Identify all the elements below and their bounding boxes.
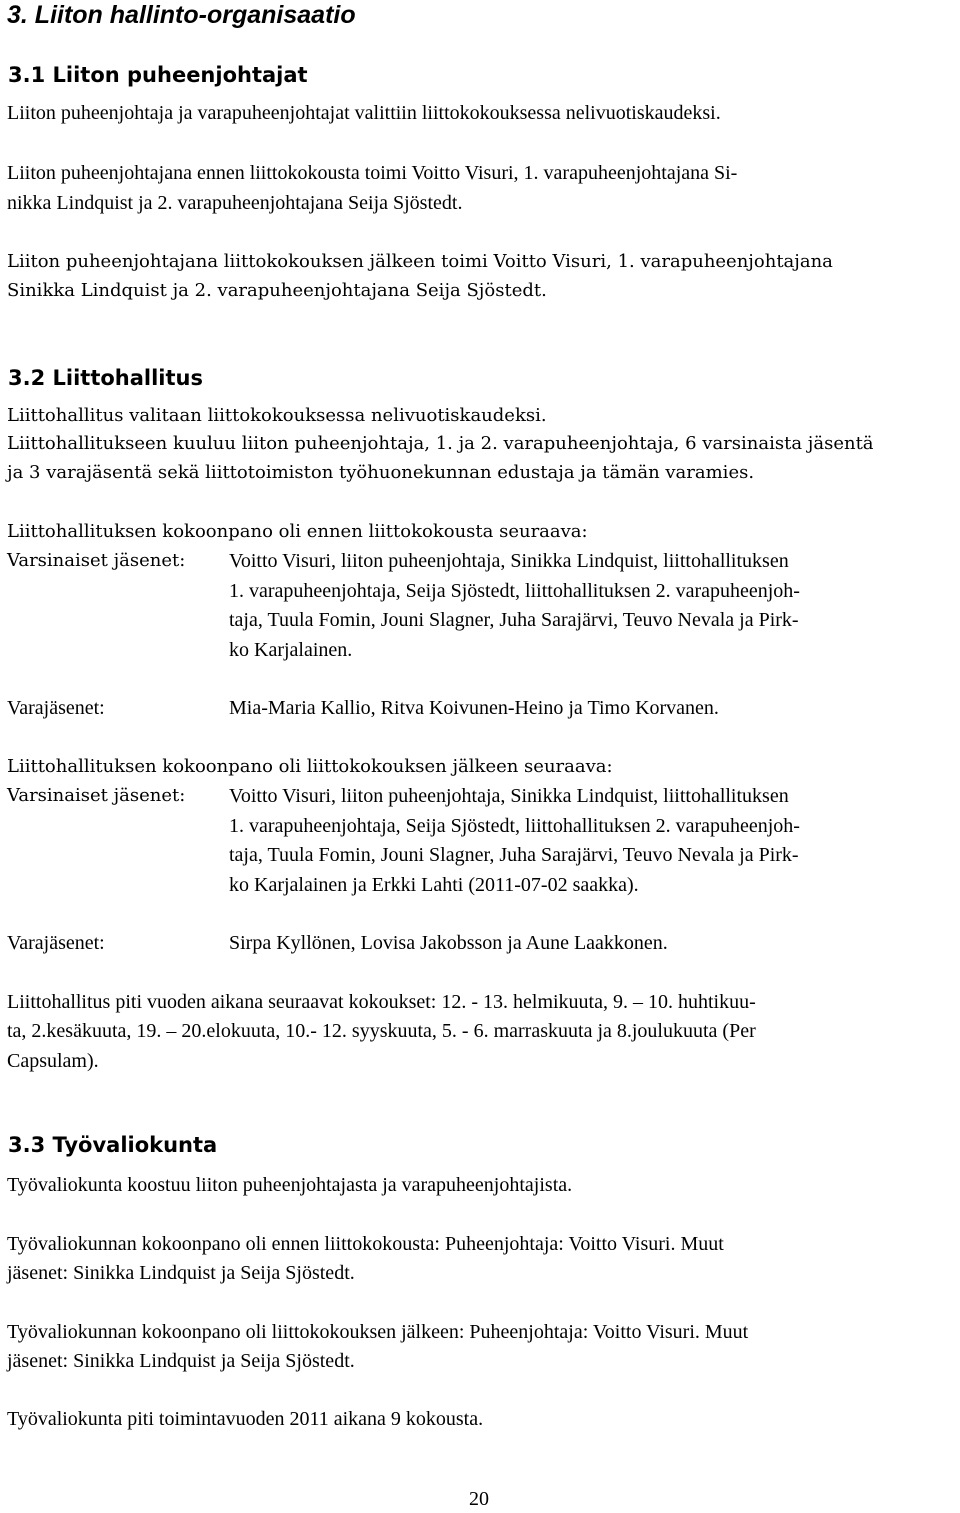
deputies-list: Sirpa Kyllönen, Lovisa Jakobsson ja Aune Laakkonen. xyxy=(229,932,668,954)
text-line: jäsenet: Sinikka Lindquist ja Seija Sjöstedt. xyxy=(7,1262,355,1284)
text-line: Liittohallitus valitaan liittokokouksessa nelivuotiskaudeksi. xyxy=(7,405,547,426)
deputies-label: Varajäsenet: xyxy=(7,697,105,719)
members-line: taja, Tuula Fomin, Jouni Slagner, Juha Sarajärvi, Teuvo Nevala ja Pirk- xyxy=(229,609,799,631)
text-line: jäsenet: Sinikka Lindquist ja Seija Sjöstedt. xyxy=(7,1350,355,1372)
text-line: Työvaliokunta piti toimintavuoden 2011 aikana 9 kokousta. xyxy=(7,1408,484,1430)
text-line: Liiton puheenjohtajana liittokokouksen jälkeen toimi Voitto Visuri, 1. varapuheenjohtajana xyxy=(7,251,833,272)
members-line: ko Karjalainen ja Erkki Lahti (2011-07-02 saakka). xyxy=(229,874,639,896)
meetings-line: Liittohallitus piti vuoden aikana seuraavat kokoukset: 12. - 13. helmikuuta, 9. – 10. huhtikuu- xyxy=(7,991,756,1013)
board-before-intro: Liittohallituksen kokoonpano oli ennen liittokokousta seuraava: xyxy=(7,521,588,542)
text-line: Liittohallitukseen kuuluu liiton puheenjohtaja, 1. ja 2. varapuheenjohtaja, 6 varsinaista jäsentä xyxy=(7,433,874,454)
text-line: Työvaliokunta koostuu liiton puheenjohtajasta ja varapuheenjohtajista. xyxy=(7,1174,573,1196)
text-line: Työvaliokunnan kokoonpano oli ennen liittokokousta: Puheenjohtaja: Voitto Visuri. Muut xyxy=(7,1233,724,1255)
page-number: 20 xyxy=(469,1488,489,1510)
board-after-intro: Liittohallituksen kokoonpano oli liittokokouksen jälkeen seuraava: xyxy=(7,756,613,777)
members-line: Voitto Visuri, liiton puheenjohtaja, Sinikka Lindquist, liittohallituksen xyxy=(229,785,789,807)
section-heading-3-2: 3.2 Liittohallitus xyxy=(8,366,203,390)
meetings-line: ta, 2.kesäkuuta, 19. – 20.elokuuta, 10.- 12. syyskuuta, 5. - 6. marraskuuta ja 8.joulukuuta (Per xyxy=(7,1020,756,1042)
members-label: Varsinaiset jäsenet: xyxy=(7,550,186,571)
members-line: 1. varapuheenjohtaja, Seija Sjöstedt, liittohallituksen 2. varapuheenjoh- xyxy=(229,580,800,602)
text-line: ja 3 varajäsentä sekä liittotoimiston työhuonekunnan edustaja ja tämän varamies. xyxy=(7,462,755,483)
section-heading-3-1: 3.1 Liiton puheenjohtajat xyxy=(8,63,308,87)
meetings-line: Capsulam). xyxy=(7,1050,99,1072)
chapter-title: 3. Liiton hallinto-organisaatio xyxy=(7,1,356,29)
deputies-label: Varajäsenet: xyxy=(7,932,105,954)
members-line: taja, Tuula Fomin, Jouni Slagner, Juha Sarajärvi, Teuvo Nevala ja Pirk- xyxy=(229,844,799,866)
members-line: ko Karjalainen. xyxy=(229,639,353,661)
section-heading-3-3: 3.3 Työvaliokunta xyxy=(8,1133,218,1157)
text-line: Työvaliokunnan kokoonpano oli liittokokouksen jälkeen: Puheenjohtaja: Voitto Visuri. Muut xyxy=(7,1321,749,1343)
text-line: Liiton puheenjohtaja ja varapuheenjohtajat valittiin liittokokouksessa nelivuotiskaudeksi. xyxy=(7,102,721,124)
text-line: Sinikka Lindquist ja 2. varapuheenjohtajana Seija Sjöstedt. xyxy=(7,280,547,301)
text-line: Liiton puheenjohtajana ennen liittokokousta toimi Voitto Visuri, 1. varapuheenjohtajana Si- xyxy=(7,162,738,184)
members-line: Voitto Visuri, liiton puheenjohtaja, Sinikka Lindquist, liittohallituksen xyxy=(229,550,789,572)
deputies-list: Mia-Maria Kallio, Ritva Koivunen-Heino ja Timo Korvanen. xyxy=(229,697,719,719)
members-label: Varsinaiset jäsenet: xyxy=(7,785,186,806)
members-line: 1. varapuheenjohtaja, Seija Sjöstedt, liittohallituksen 2. varapuheenjoh- xyxy=(229,815,800,837)
text-line: nikka Lindquist ja 2. varapuheenjohtajana Seija Sjöstedt. xyxy=(7,192,463,214)
